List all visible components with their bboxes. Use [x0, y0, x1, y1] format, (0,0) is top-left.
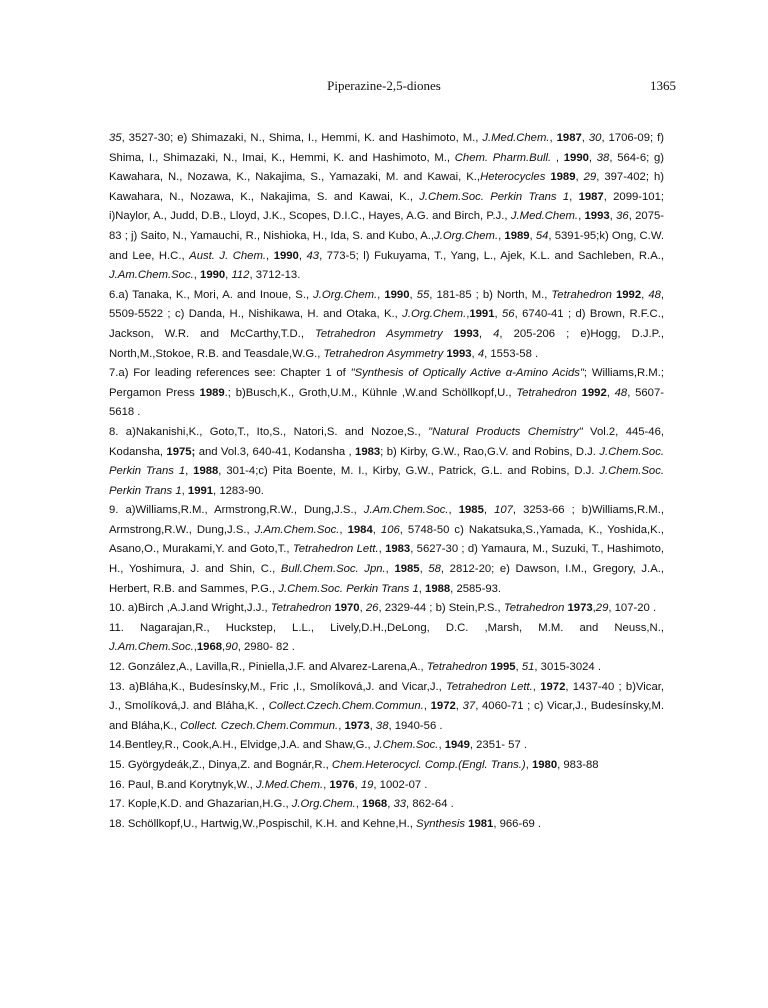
reference-text: 16. Paul, B.and Korytnyk,W.,: [109, 778, 256, 791]
italic-text: J.Am.Chem.Soc.: [254, 523, 340, 536]
reference-text: ,: [525, 759, 532, 771]
italic-text: J.Org.Chem.: [434, 229, 499, 242]
reference-entry: [109, 776, 664, 796]
italic-text: Aust. J. Chem.: [189, 249, 267, 262]
italic-text: Tetrahedron Lett.: [292, 543, 379, 556]
bold-year: 1993: [453, 327, 479, 340]
reference-text: 9. a)Williams,R.M., Armstrong,R.W., Dung,J.S.,: [109, 504, 364, 517]
reference-text: , 966-69 .: [493, 817, 542, 830]
bold-year: 1983: [355, 445, 381, 458]
reference-text: ,: [338, 719, 345, 732]
bold-year: 1990: [563, 151, 589, 164]
reference-entry: [109, 129, 664, 286]
italic-text: "Synthesis of Optically Active α-Amino Acids": [350, 367, 584, 380]
reference-text: ,: [455, 700, 463, 713]
reference-text: ,: [575, 171, 584, 184]
reference-text: , 862-64 .: [406, 798, 454, 811]
italic-text: 29: [583, 171, 597, 184]
bold-year: 1972: [540, 680, 566, 693]
bold-year: 1968: [196, 641, 223, 654]
reference-text: ,: [409, 288, 417, 301]
reference-text: ,: [359, 602, 366, 615]
italic-text: Tetrahedron Asymmetry: [323, 347, 444, 360]
reference-text: ,: [193, 641, 197, 654]
reference-text: ,: [181, 484, 188, 497]
reference-text: ,: [419, 563, 429, 576]
italic-text: Tetrahedron: [551, 288, 612, 301]
reference-text: , 2812-20; e) Dawson, I.M., Gregory, J.A., Herbert, R.B. and Sammes, P.G.,: [109, 563, 665, 595]
italic-text: J.Org.Chem.: [402, 308, 467, 321]
reference-text: ,: [515, 661, 522, 674]
reference-text: ; Williams,R.M.; Pergamon Press: [109, 367, 664, 399]
italic-text: Chem. Pharm.Bull.: [454, 151, 552, 164]
reference-text: , 2585-93.: [450, 582, 502, 595]
italic-text: 38: [596, 151, 610, 164]
reference-text: , 5748-50 c) Nakatsuka,S.,Yamada, K., Yoshida,K., Asano,O., Murakami,Y. and Goto,T.,: [109, 523, 664, 556]
reference-text: .; b)Busch,K., Groth,U.M., Kühnle ,W.and Schöllkopf,U.,: [224, 386, 517, 399]
italic-text: J.Med.Chem.: [510, 210, 579, 223]
reference-text: ,: [569, 190, 579, 203]
bold-year: 1987: [556, 132, 582, 144]
reference-text: ,: [498, 229, 505, 242]
reference-text: ,: [323, 778, 330, 791]
italic-text: J.Chem.Soc. Perkin Trans 1: [109, 465, 664, 497]
italic-text: Collect. Czech.Chem.Commun.: [179, 719, 339, 732]
bold-year: 1988: [425, 582, 451, 595]
reference-entry: [109, 364, 664, 423]
bold-year: 1976: [329, 778, 355, 791]
reference-text: 7.a) For leading references see: Chapter 1 of: [109, 367, 351, 380]
italic-text: 29: [595, 602, 609, 615]
italic-text: 36: [616, 210, 629, 223]
reference-text: ,: [385, 563, 395, 576]
bold-year: 1995: [490, 661, 516, 674]
reference-text: , 1706-09; f) Shima, I., Shimazaki, N., Imai, K., Hemmi, K. and Hashimoto, M.,: [109, 132, 664, 164]
reference-text: , 181-85 ; b) North, M.,: [429, 288, 552, 301]
italic-text: Heterocycles: [480, 171, 546, 184]
bold-year: 1992: [615, 288, 642, 301]
italic-text: 107: [494, 504, 513, 517]
italic-text: Collect.Czech.Chem.Commun.: [268, 700, 424, 713]
reference-text: Vol.2, 445-46, Kodansha,: [109, 425, 665, 458]
reference-text: ,: [581, 132, 589, 144]
reference-text: ,: [448, 504, 459, 517]
reference-text: , 2351- 57 .: [469, 739, 528, 752]
reference-text: , 2980- 82 .: [237, 641, 295, 654]
italic-text: J.Am.Chem.Soc.: [363, 504, 449, 517]
italic-text: Bull.Chem.Soc. Jpn.: [280, 563, 386, 576]
reference-text: , 3527-30; e) Shimazaki, N., Shima, I., Hemmi, K. and Hashimoto, M.,: [121, 132, 483, 144]
bold-year: 1984: [347, 523, 373, 536]
reference-entry: [109, 815, 664, 835]
italic-text: 56: [502, 308, 515, 321]
bold-year: 1991: [469, 308, 495, 321]
italic-text: Tetrahedron Lett.: [446, 680, 533, 693]
reference-text: , 2099-101; i)Naylor, A., Judd, D.B., Lloyd, J.K., Scopes, D.I.C., Hayes, A.G. and Birch, P.J.,: [109, 190, 665, 223]
italic-text: Tetrahedron: [426, 661, 488, 674]
reference-text: , 205-206 ; e)Hogg, D.J.P., North,M.,Stokoe, R.B. and Teasdale,W.G.,: [109, 327, 665, 360]
bold-year: 1970: [334, 602, 360, 615]
italic-text: J.Chem.Soc.: [373, 739, 439, 752]
bold-year: 1981: [468, 817, 494, 830]
bold-year: 1989: [550, 171, 576, 184]
italic-text: 35: [109, 132, 122, 144]
italic-text: 33: [393, 798, 407, 811]
reference-entry: [109, 423, 664, 501]
bold-year: 1993: [584, 210, 610, 223]
reference-text: , 5627-30 ; d) Yamaura, M., Suzuki, T., Hashimoto, H., Yoshimura, J. and Shin, C.,: [109, 543, 664, 576]
reference-text: ,: [466, 308, 470, 321]
italic-text: 106: [380, 523, 400, 536]
reference-text: 13. a)Bláha,K., Budesínsky,M., Fric ,I., Smolíková,J. and Vicar,J.,: [109, 680, 447, 693]
italic-text: 43: [306, 249, 320, 262]
reference-text: ,: [532, 680, 541, 693]
bold-year: 1991: [187, 484, 214, 497]
italic-text: 54: [535, 229, 549, 242]
reference-text: ,: [588, 151, 597, 164]
reference-text: , 1002-07 .: [373, 778, 428, 791]
reference-text: , 2075-83 ; j) Saito, N., Yamauchi, R., Nishioka, H., Ida, S. and Kubo, A.,: [109, 210, 665, 242]
reference-text: ,: [551, 151, 564, 164]
reference-entry: [109, 286, 664, 364]
reference-text: , 564-6; g) Kawahara, N., Nozawa, K., Nakajima, S., Yamazaki, M. and Kawai, K.,: [109, 151, 665, 184]
italic-text: J.Am.Chem.Soc.: [109, 269, 194, 282]
italic-text: 90: [225, 641, 238, 654]
italic-text: 4: [493, 327, 500, 340]
reference-text: , 1437-40 ; b)Vicar, J., Smolíková,J. and Bláha,K. ,: [109, 680, 665, 713]
reference-text: ,: [494, 308, 503, 321]
reference-text: ,: [471, 347, 478, 360]
reference-text: ,: [193, 269, 201, 282]
italic-text: J.Chem.Soc. Perkin Trans 1: [278, 582, 419, 595]
reference-text: ,: [377, 288, 385, 301]
reference-text: ,: [225, 269, 232, 282]
italic-text: 4: [477, 347, 485, 360]
reference-text: , 1940-56 .: [388, 719, 443, 732]
bold-year: 1972: [430, 700, 456, 713]
reference-text: , 301-4;c) Pita Boente, M. I., Kirby, G.W., Patrick, G.L. and Robins, D.J.: [218, 465, 600, 478]
reference-text: ,: [606, 386, 615, 399]
reference-text: , 4060-71 ; c) Vicar,J., Budesínsky,M. and Bláha,K.,: [109, 700, 664, 732]
reference-list: [109, 129, 664, 834]
reference-text: 11. Nagarajan,R., Huckstep, L.L., Lively,D.H.,DeLong, D.C. ,Marsh, M.M. and Neuss,N.,: [109, 621, 664, 634]
italic-text: Tetrahedron Asymmetry: [315, 327, 443, 340]
italic-text: 38: [375, 719, 389, 732]
italic-text: 30: [588, 132, 602, 144]
italic-text: J.Med.Chem.: [482, 132, 550, 144]
italic-text: J.Chem.Soc. Perkin Trans 1: [419, 190, 570, 203]
reference-text: ,: [298, 249, 307, 262]
bold-year: 1949: [444, 739, 470, 752]
bold-year: 1973: [344, 719, 370, 732]
italic-text: J.Med.Chem.: [255, 778, 324, 791]
bold-year: 1983: [385, 543, 411, 556]
reference-entry: [109, 619, 664, 658]
reference-text: 10. a)Birch ,A.J.and Wright,J.J.,: [109, 602, 271, 615]
italic-text: J.Chem.Soc. Perkin Trans 1: [109, 445, 664, 478]
reference-text: 15. Györgydeák,Z., Dinya,Z. and Bognár,R.,: [109, 759, 332, 771]
bold-year: 1985: [394, 563, 420, 576]
italic-text: 51: [521, 661, 535, 674]
reference-text: , 6740-41 ; d) Brown, R.F.C., Jackson, W.R. and McCarthy,T.D.,: [109, 308, 664, 340]
reference-entry: [109, 501, 664, 599]
italic-text: 48: [614, 386, 628, 399]
reference-text: ,: [478, 327, 494, 340]
bold-year: 1989: [504, 229, 530, 242]
bold-year: 1990: [273, 249, 299, 262]
running-title: Piperazine-2,5-diones: [327, 78, 441, 93]
bold-year: 1993: [446, 347, 472, 360]
reference-text: ,: [423, 700, 431, 713]
reference-text: ,: [609, 210, 617, 223]
reference-text: ,: [355, 798, 363, 811]
reference-text: and Vol.3, 640-41, Kodansha ,: [195, 445, 356, 458]
reference-text: ,: [378, 543, 386, 556]
reference-text: ,: [185, 465, 194, 478]
reference-entry: [109, 795, 664, 815]
reference-text: , 397-402; h) Kawahara, N., Nozawa, K., Nakajima, S. and Kawai, K.,: [109, 171, 664, 203]
bold-year: 1987: [578, 190, 604, 203]
reference-text: , 3253-66 ; b)Williams,R.M., Armstrong,R.W., Dung,J.S.,: [109, 504, 664, 536]
reference-text: ; b) Kirby, G.W., Rao,G.V. and Robins, D.J.: [380, 445, 600, 458]
reference-text: , 3015-3024 .: [534, 661, 601, 674]
italic-text: 26: [365, 602, 379, 615]
italic-text: 58: [428, 563, 441, 576]
reference-entry: [109, 658, 664, 678]
page-number: 1365: [650, 78, 676, 93]
reference-text: ,: [578, 210, 585, 223]
italic-text: 48: [648, 288, 661, 301]
bold-year: 1985: [458, 504, 484, 517]
reference-text: ,: [549, 132, 557, 144]
reference-entry: [109, 599, 664, 619]
italic-text: 19: [360, 778, 374, 791]
reference-text: ,: [369, 719, 376, 732]
reference-text: , 1283-90.: [213, 484, 264, 497]
reference-entry: [109, 736, 664, 756]
italic-text: Chem.Heterocycl. Comp.(Engl. Trans.): [331, 759, 526, 771]
reference-text: , 773-5; l) Fukuyama, T., Yang, L., Ajek, K.L. and Sachleben, R.A.,: [319, 249, 665, 262]
italic-text: 37: [462, 700, 476, 713]
reference-text: , 5509-5522 ; c) Danda, H., Nishikawa, H. and Otaka, K.,: [109, 288, 665, 321]
reference-text: 12. González,A., Lavilla,R., Piniella,J.F. and Alvarez-Larena,A.,: [109, 661, 427, 674]
reference-text: , 3712-13.: [249, 269, 301, 282]
reference-text: ,: [339, 523, 348, 536]
bold-year: 1973: [567, 602, 593, 615]
reference-text: ,: [372, 523, 381, 536]
bold-year: 1980: [531, 759, 558, 771]
reference-text: , 5607-5618 .: [109, 386, 665, 419]
reference-text: 18. Schöllkopf,U., Hartwig,W.,Pospischil, K.H. and Kehne,H.,: [109, 817, 417, 830]
bold-year: 1992: [581, 386, 607, 399]
italic-text: Tetrahedron: [270, 602, 332, 615]
reference-text: ,: [529, 229, 536, 242]
reference-text: , 2329-44 ; b) Stein,P.S.,: [378, 602, 504, 615]
reference-text: ,: [483, 504, 495, 517]
italic-text: Tetrahedron: [516, 386, 577, 399]
italic-text: Tetrahedron: [503, 602, 565, 615]
italic-text: J.Am.Chem.Soc.: [109, 641, 194, 654]
bold-year: 1968: [362, 798, 388, 811]
bold-year: 1988: [193, 465, 219, 478]
bold-year: 1990: [200, 269, 226, 282]
reference-text: [443, 328, 454, 340]
reference-text: ,: [438, 739, 445, 752]
italic-text: J.Org.Chem.: [313, 288, 378, 301]
italic-text: "Natural Products Chemistry": [428, 425, 583, 438]
bold-year: 1990: [384, 288, 410, 301]
reference-text: ,: [641, 288, 649, 301]
italic-text: 112: [231, 269, 250, 282]
reference-text: , 5391-95;k) Ong, C.W. and Lee, H.C.,: [109, 229, 665, 262]
reference-entry: [109, 756, 664, 776]
reference-text: 14.Bentley,R., Cook,A.H., Elvidge,J.A. and Shaw,G.,: [109, 739, 374, 752]
reference-entry: [109, 678, 664, 737]
reference-text: , 107-20 .: [608, 602, 657, 615]
reference-text: ,: [418, 582, 426, 595]
reference-text: ,: [387, 798, 394, 811]
italic-text: 55: [416, 288, 430, 301]
bold-year: 1989: [199, 386, 225, 399]
reference-text: , 983-88: [557, 759, 599, 771]
reference-text: ,: [222, 641, 226, 654]
reference-text: , 1553-58 .: [484, 347, 539, 360]
reference-text: ,: [354, 778, 361, 791]
italic-text: J.Org.Chem.: [291, 798, 356, 811]
reference-text: ,: [266, 249, 274, 262]
reference-text: 6.a) Tanaka, K., Mori, A. and Inoue, S.,: [109, 288, 314, 301]
reference-text: 17. Kople,K.D. and Ghazarian,H.G.,: [109, 798, 292, 811]
bold-year: 1975;: [166, 445, 196, 458]
italic-text: Synthesis: [416, 817, 466, 830]
reference-text: ,: [592, 602, 596, 615]
reference-text: 8. a)Nakanishi,K., Goto,T., Ito,S., Natori,S. and Nozoe,S.,: [109, 425, 429, 438]
